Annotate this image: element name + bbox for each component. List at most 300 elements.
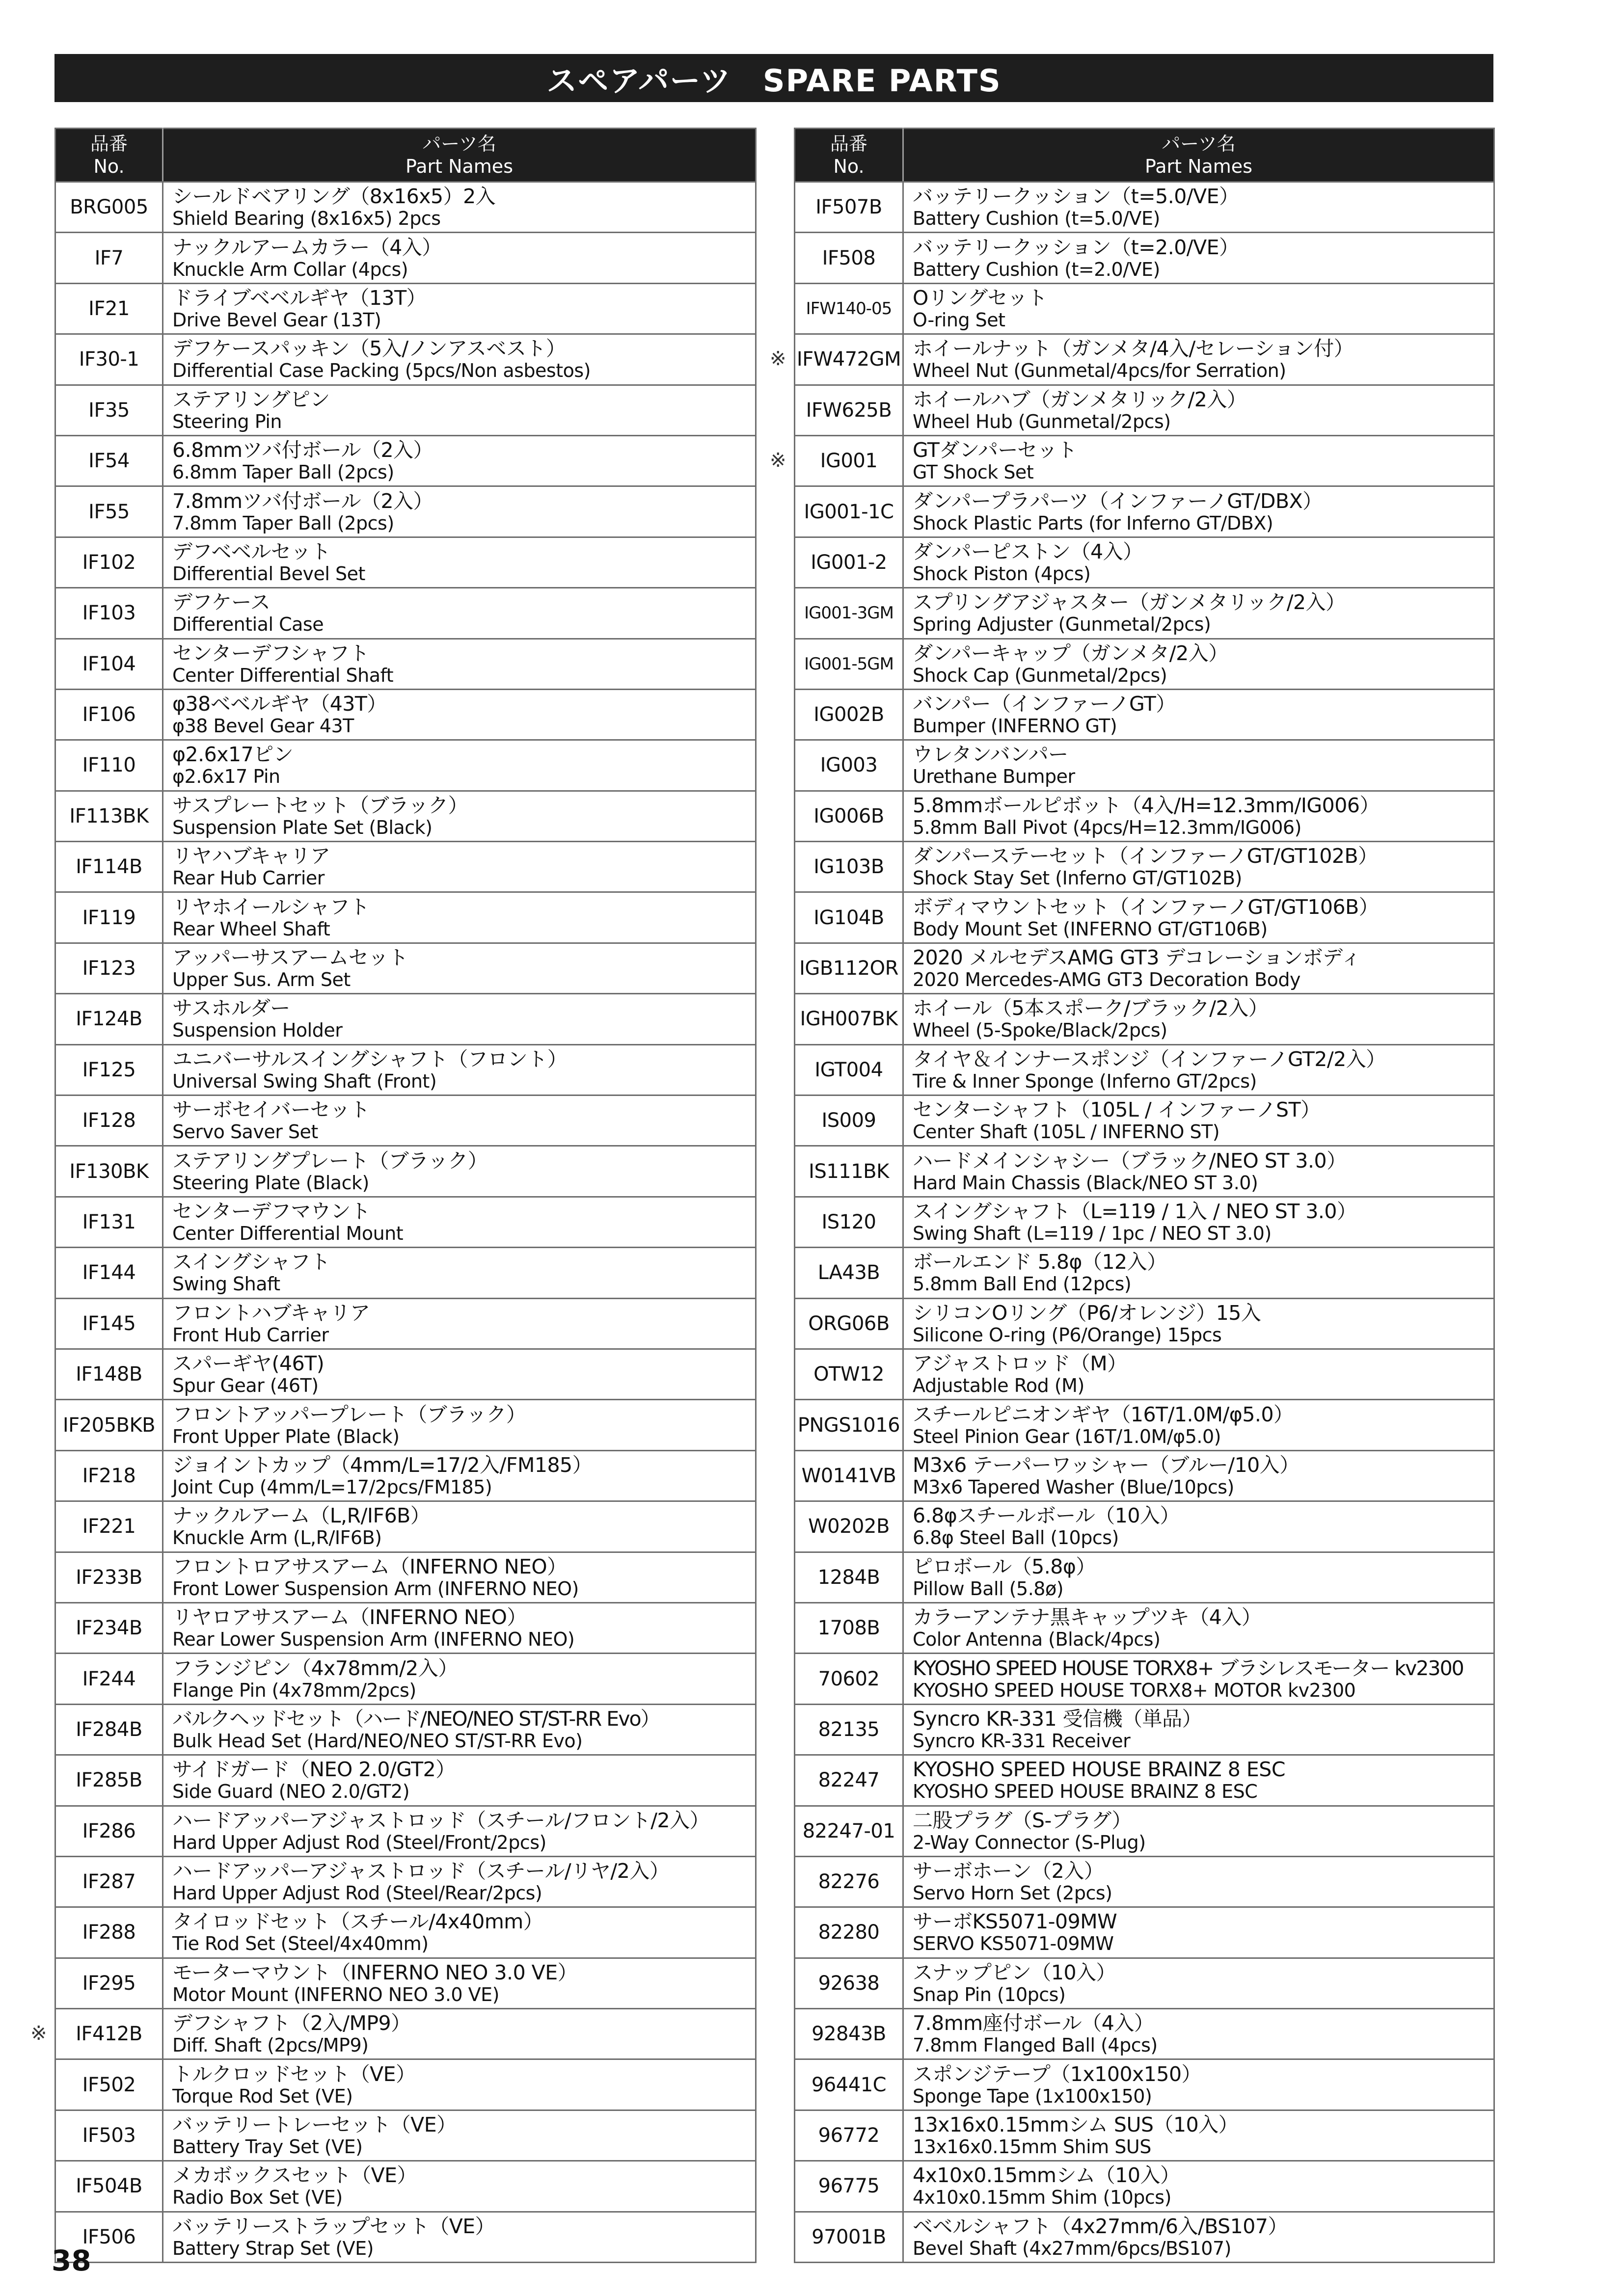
part-name-jp: 6.8φスチールボール（10入）: [913, 1504, 1180, 1528]
part-name-jp: 6.8mmツバ付ボール（2入）: [172, 438, 433, 462]
table-row: [55, 842, 756, 892]
part-name: [903, 588, 1494, 639]
table-row: [55, 588, 756, 639]
part-name: [903, 892, 1494, 943]
part-name-en: Swing Shaft (L=119 / 1pc / NEO ST 3.0): [913, 1223, 1272, 1244]
part-name-jp: ユニバーサルスイングシャフト（フロント）: [172, 1047, 568, 1071]
part-name-en: Wheel (5-Spoke/Black/2pcs): [913, 1019, 1167, 1041]
part-number: IF114B: [55, 842, 163, 892]
part-name-en: Battery Tray Set (VE): [172, 2136, 363, 2158]
table-row: [55, 1501, 756, 1552]
part-number: IF508: [795, 233, 903, 283]
part-name: [903, 2009, 1494, 2059]
part-name-jp: スパーギヤ(46T): [172, 1352, 325, 1376]
part-name: [163, 1907, 756, 1958]
part-number: IF286: [55, 1806, 163, 1856]
part-name-jp: Syncro KR-331 受信機（単品）: [913, 1707, 1202, 1731]
part-number: IF287: [55, 1856, 163, 1907]
part-number: 92638: [795, 1958, 903, 2008]
table-row: [55, 1095, 756, 1146]
table-row: [795, 1197, 1494, 1247]
part-name-en: Rear Wheel Shaft: [172, 918, 330, 940]
part-name-en: 6.8φ Steel Ball (10pcs): [913, 1527, 1119, 1549]
part-number: IS111BK: [795, 1146, 903, 1197]
part-number: IF506: [55, 2212, 163, 2262]
part-name-jp: デフケースパッキン（5入/ノンアスベスト）: [172, 337, 566, 361]
part-name-en: Spur Gear (46T): [172, 1375, 319, 1397]
part-number: 1284B: [795, 1552, 903, 1602]
part-name: [903, 943, 1494, 993]
part-name-en: Upper Sus. Arm Set: [172, 969, 351, 991]
part-name: [163, 892, 756, 943]
part-name-jp: ダンパーピストン（4入）: [913, 539, 1143, 563]
table-row: [795, 233, 1494, 283]
part-name: [163, 689, 756, 740]
table-row: [795, 1704, 1494, 1755]
part-name-en: M3x6 Tapered Washer (Blue/10pcs): [913, 1476, 1234, 1498]
part-number: IF285B: [55, 1755, 163, 1806]
part-name: [163, 233, 756, 283]
table-row: [55, 334, 756, 385]
table-row: [55, 1958, 756, 2008]
part-name-en: Shock Plastic Parts (for Inferno GT/DBX): [913, 512, 1273, 534]
table-row: [795, 1248, 1494, 1298]
part-name: [163, 1806, 756, 1856]
table-row: [55, 1806, 756, 1856]
part-number: IF218: [55, 1450, 163, 1501]
part-name-jp: ピロボール（5.8φ）: [913, 1554, 1096, 1578]
part-name-jp: ホイールハブ（ガンメタリック/2入）: [913, 387, 1247, 411]
table-row: [55, 1552, 756, 1602]
part-name-jp: ナックルアーム（L,R/IF6B）: [172, 1504, 431, 1528]
part-name-en: Tire & Inner Sponge (Inferno GT/2pcs): [913, 1070, 1257, 1092]
part-number: IF102: [55, 537, 163, 587]
part-number: IF55: [55, 486, 163, 537]
part-name-jp: 二股プラグ（S-プラグ）: [913, 1808, 1132, 1832]
table-row: [795, 1044, 1494, 1095]
part-name-en: GT Shock Set: [913, 461, 1034, 483]
part-name-en: Radio Box Set (VE): [172, 2187, 343, 2209]
part-number: IG001-1C: [795, 486, 903, 537]
part-name: [903, 1755, 1494, 1806]
part-name: [163, 943, 756, 993]
part-name-jp: ハードメインシャシー（ブラック/NEO ST 3.0）: [913, 1148, 1347, 1173]
part-name: [163, 588, 756, 639]
part-name-en: 7.8mm Flanged Ball (4pcs): [913, 2034, 1158, 2056]
part-number: IF284B: [55, 1704, 163, 1755]
table-row: [55, 791, 756, 841]
part-number: IF148B: [55, 1349, 163, 1399]
part-number: IF119: [55, 892, 163, 943]
part-number: IF233B: [55, 1552, 163, 1602]
part-name: [903, 1806, 1494, 1856]
table-row: [795, 1907, 1494, 1958]
part-name: [903, 1146, 1494, 1197]
part-name: [903, 740, 1494, 791]
part-name: [163, 740, 756, 791]
part-name-jp: アッパーサスアームセット: [172, 946, 408, 970]
part-number: IF288: [55, 1907, 163, 1958]
part-name-jp: ハードアッパーアジャストロッド（スチール/リヤ/2入）: [172, 1859, 670, 1883]
part-name-en: Motor Mount (INFERNO NEO 3.0 VE): [172, 1983, 499, 2005]
part-name-en: KYOSHO SPEED HOUSE TORX8+ MOTOR kv2300: [913, 1679, 1356, 1701]
part-name-en: Adjustable Rod (M): [913, 1375, 1084, 1397]
table-row: [795, 1400, 1494, 1450]
part-name: [163, 537, 756, 587]
part-name-en: φ2.6x17 Pin: [172, 766, 280, 788]
table-row: [795, 2212, 1494, 2262]
part-name: [163, 2009, 756, 2059]
part-name: [163, 1602, 756, 1653]
part-number: IF221: [55, 1501, 163, 1552]
part-name-jp: M3x6 テーパーワッシャー（ブルー/10入）: [913, 1453, 1299, 1477]
part-name: [903, 2059, 1494, 2110]
part-name-en: Wheel Nut (Gunmetal/4pcs/for Serration): [913, 360, 1286, 382]
part-name-en: Differential Case: [172, 614, 324, 636]
table-row: [55, 1146, 756, 1197]
part-name: [163, 2212, 756, 2262]
part-name: [163, 639, 756, 689]
part-name-jp: KYOSHO SPEED HOUSE BRAINZ 8 ESC: [913, 1758, 1285, 1782]
table-row: [795, 2059, 1494, 2110]
table-row: [795, 283, 1494, 334]
part-number: IF123: [55, 943, 163, 993]
note-mark: ※: [770, 347, 786, 371]
table-row: [795, 1856, 1494, 1907]
part-name-en: Center Differential Mount: [172, 1223, 404, 1244]
part-name-en: Hard Upper Adjust Rod (Steel/Front/2pcs): [172, 1831, 546, 1853]
part-name-en: Shield Bearing (8x16x5) 2pcs: [172, 208, 441, 230]
part-name-en: Swing Shaft: [172, 1273, 280, 1295]
part-name-en: Steering Plate (Black): [172, 1172, 369, 1194]
part-name-jp: バッテリークッション（t=2.0/VE）: [913, 235, 1239, 259]
part-number: IFW472GM: [795, 334, 903, 385]
part-number: ORG06B: [795, 1298, 903, 1349]
part-name: [903, 334, 1494, 385]
part-number: 70602: [795, 1654, 903, 1704]
table-row: [55, 1654, 756, 1704]
part-name: [903, 1400, 1494, 1450]
part-number: IF7: [55, 233, 163, 283]
part-name: [163, 1552, 756, 1602]
note-mark: ※: [30, 2022, 47, 2045]
part-number: BRG005: [55, 182, 163, 233]
part-name-jp: センターシャフト（105L / インファーノST）: [913, 1098, 1321, 1122]
table-row: [55, 2059, 756, 2110]
part-name: [903, 1197, 1494, 1247]
part-name-en: Universal Swing Shaft (Front): [172, 1070, 437, 1092]
part-number: IF54: [55, 435, 163, 486]
part-name-en: Silicone O-ring (P6/Orange) 15pcs: [913, 1324, 1222, 1346]
part-name-jp: フロントロアサスアーム（INFERNO NEO）: [172, 1554, 567, 1578]
table-row: [55, 1248, 756, 1298]
table-row: [55, 1400, 756, 1450]
part-name: [163, 1958, 756, 2008]
part-name-en: Bevel Shaft (4x27mm/6pcs/BS107): [913, 2237, 1231, 2259]
part-name-jp: スチールピニオンギヤ（16T/1.0M/φ5.0）: [913, 1402, 1294, 1426]
part-name-jp: スプリングアジャスター（ガンメタリック/2入）: [913, 590, 1346, 614]
part-number: IF124B: [55, 994, 163, 1044]
page-title: スペアパーツ SPARE PARTS: [546, 62, 1001, 99]
part-name-jp: スイングシャフト: [172, 1250, 330, 1274]
part-name-jp: スナップピン（10入）: [913, 1960, 1116, 1984]
part-name-en: Rear Lower Suspension Arm (INFERNO NEO): [172, 1629, 575, 1651]
parts-table-right-body: [795, 182, 1494, 2263]
part-name: [903, 791, 1494, 841]
parts-table-right: [794, 128, 1495, 2263]
part-name-en: Hard Upper Adjust Rod (Steel/Rear/2pcs): [172, 1882, 542, 1904]
part-name-jp: フランジピン（4x78mm/2入）: [172, 1656, 458, 1680]
page-number: 38: [52, 2244, 91, 2277]
part-name-jp: ホイールナット（ガンメタ/4入/セレーション付）: [913, 337, 1354, 361]
part-name-jp: サーボセイバーセット: [172, 1098, 370, 1122]
part-name: [163, 1349, 756, 1399]
header-no: 品番 No.: [795, 129, 903, 182]
part-name-en: Hard Main Chassis (Black/NEO ST 3.0): [913, 1172, 1258, 1194]
part-name: [903, 233, 1494, 283]
part-number: OTW12: [795, 1349, 903, 1399]
table-row: [795, 639, 1494, 689]
part-number: IF502: [55, 2059, 163, 2110]
part-name-en: Battery Cushion (t=2.0/VE): [913, 258, 1160, 280]
part-name-jp: バッテリートレーセット（VE）: [172, 2113, 457, 2137]
part-name: [163, 182, 756, 233]
part-number: IG006B: [795, 791, 903, 841]
part-number: IF110: [55, 740, 163, 791]
part-number: IF128: [55, 1095, 163, 1146]
part-name-jp: フロントアッパープレート（ブラック）: [172, 1402, 526, 1426]
part-name-jp: サスホルダー: [172, 996, 290, 1020]
part-name-jp: バッテリークッション（t=5.0/VE）: [913, 185, 1239, 209]
part-name: [163, 486, 756, 537]
part-name: [163, 1450, 756, 1501]
part-name: [163, 1654, 756, 1704]
part-name-jp: タイロッドセット（スチール/4x40mm）: [172, 1910, 543, 1934]
part-number: 82276: [795, 1856, 903, 1907]
table-row: [55, 1197, 756, 1247]
part-name-en: Diff. Shaft (2pcs/MP9): [172, 2034, 369, 2056]
part-name-jp: KYOSHO SPEED HOUSE TORX8+ ブラシレスモーター kv2300: [913, 1656, 1463, 1680]
note-mark: ※: [770, 449, 786, 472]
table-row: [55, 283, 756, 334]
table-header: [795, 129, 1494, 182]
part-name-en: Front Hub Carrier: [172, 1324, 329, 1346]
part-name-en: Sponge Tape (1x100x150): [913, 2085, 1152, 2107]
part-name-en: Syncro KR-331 Receiver: [913, 1730, 1131, 1752]
part-name: [903, 2161, 1494, 2212]
part-name: [903, 385, 1494, 435]
part-name-jp: ステアリングピン: [172, 387, 330, 411]
table-row: [795, 2161, 1494, 2212]
part-number: 82247-01: [795, 1806, 903, 1856]
part-name-en: Differential Bevel Set: [172, 562, 365, 585]
part-name-en: Color Antenna (Black/4pcs): [913, 1629, 1161, 1651]
part-number: 1708B: [795, 1602, 903, 1653]
part-name-en: Shock Stay Set (Inferno GT/GT102B): [913, 867, 1242, 889]
part-name: [903, 1349, 1494, 1399]
part-name-en: KYOSHO SPEED HOUSE BRAINZ 8 ESC: [913, 1781, 1258, 1803]
part-name: [163, 1298, 756, 1349]
part-name: [903, 1856, 1494, 1907]
part-name-jp: リヤホイールシャフト: [172, 895, 370, 919]
part-name-en: O-ring Set: [913, 309, 1005, 331]
table-row: [795, 994, 1494, 1044]
part-number: IF103: [55, 588, 163, 639]
part-name-en: Knuckle Arm (L,R/IF6B): [172, 1527, 382, 1549]
part-name: [163, 435, 756, 486]
part-name-en: Battery Strap Set (VE): [172, 2237, 374, 2259]
part-name-jp: リヤロアサスアーム（INFERNO NEO）: [172, 1605, 527, 1629]
part-name-en: Drive Bevel Gear (13T): [172, 309, 381, 331]
part-name-jp: 4x10x0.15mmシム（10入）: [913, 2163, 1180, 2188]
table-row: [55, 1044, 756, 1095]
table-row: [795, 791, 1494, 841]
part-name-jp: ダンパーステーセット（インファーノGT/GT102B）: [913, 844, 1378, 868]
table-row: [55, 1349, 756, 1399]
part-name: [903, 1450, 1494, 1501]
part-name-jp: ダンパーキャップ（ガンメタ/2入）: [913, 641, 1228, 665]
table-row: [55, 740, 756, 791]
part-number: IF104: [55, 639, 163, 689]
part-name-en: Snap Pin (10pcs): [913, 1983, 1066, 2005]
part-number: IG104B: [795, 892, 903, 943]
part-number: IF130BK: [55, 1146, 163, 1197]
table-row: [55, 435, 756, 486]
part-name-en: Front Lower Suspension Arm (INFERNO NEO): [172, 1577, 579, 1600]
part-name: [163, 283, 756, 334]
table-row: [55, 1907, 756, 1958]
part-name-jp: ボディマウントセット（インファーノGT/GT106B）: [913, 895, 1379, 919]
part-number: IS009: [795, 1095, 903, 1146]
part-number: 96441C: [795, 2059, 903, 2110]
part-name: [163, 1400, 756, 1450]
table-row: [55, 2212, 756, 2262]
part-name-jp: 5.8mmボールピボット（4入/H=12.3mm/IG006）: [913, 793, 1380, 817]
part-name-en: φ38 Bevel Gear 43T: [172, 715, 354, 737]
part-name-en: Joint Cup (4mm/L=17/2pcs/FM185): [172, 1476, 492, 1498]
table-row: [795, 892, 1494, 943]
part-number: 82280: [795, 1907, 903, 1958]
part-name-jp: ホイール（5本スポーク/ブラック/2入）: [913, 996, 1269, 1020]
part-name-jp: ダンパープラパーツ（インファーノGT/DBX）: [913, 489, 1323, 513]
part-name-jp: トルクロッドセット（VE）: [172, 2062, 416, 2086]
part-number: IFW625B: [795, 385, 903, 435]
part-name: [903, 1654, 1494, 1704]
part-name: [903, 1044, 1494, 1095]
part-name-en: Shock Piston (4pcs): [913, 562, 1091, 585]
part-number: 97001B: [795, 2212, 903, 2262]
table-row: [55, 994, 756, 1044]
table-header: [55, 129, 756, 182]
part-name-en: Suspension Plate Set (Black): [172, 816, 433, 838]
table-row: [55, 233, 756, 283]
part-name: [903, 2110, 1494, 2161]
part-name-jp: φ38ベベルギヤ（43T）: [172, 692, 387, 716]
part-name: [163, 1044, 756, 1095]
part-number: IF504B: [55, 2161, 163, 2212]
part-number: IG001-3GM: [795, 588, 903, 639]
part-name-jp: 2020 メルセデスAMG GT3 デコレーションボディ: [913, 946, 1361, 970]
part-name-en: 7.8mm Taper Ball (2pcs): [172, 512, 394, 534]
table-row: [795, 588, 1494, 639]
part-name-en: Steering Pin: [172, 410, 282, 432]
part-name-en: Battery Cushion (t=5.0/VE): [913, 208, 1160, 230]
part-name-en: Bumper (INFERNO GT): [913, 715, 1117, 737]
table-row: [795, 1349, 1494, 1399]
part-name: [903, 994, 1494, 1044]
table-row: [795, 2009, 1494, 2059]
part-number: IF144: [55, 1248, 163, 1298]
part-name-jp: ウレタンバンパー: [913, 743, 1068, 767]
part-name-en: 13x16x0.15mm Shim SUS: [913, 2136, 1151, 2158]
part-name-jp: バッテリーストラップセット（VE）: [172, 2214, 495, 2238]
header-part-names: パーツ名 Part Names: [163, 129, 756, 182]
part-number: IG001-5GM: [795, 639, 903, 689]
part-name: [163, 1856, 756, 1907]
table-row: [55, 1755, 756, 1806]
part-name-jp: モーターマウント（INFERNO NEO 3.0 VE）: [172, 1960, 578, 1984]
part-name: [903, 283, 1494, 334]
part-name-jp: スイングシャフト（L=119 / 1入 / NEO ST 3.0）: [913, 1200, 1357, 1223]
part-name-en: Bulk Head Set (Hard/NEO/NEO ST/ST-RR Evo): [172, 1730, 583, 1752]
part-name: [903, 1248, 1494, 1298]
part-name-jp: タイヤ＆インナースポンジ（インファーノGT2/2入）: [913, 1047, 1386, 1071]
part-name-en: 4x10x0.15mm Shim (10pcs): [913, 2187, 1171, 2209]
part-name: [903, 639, 1494, 689]
part-name: [903, 1907, 1494, 1958]
part-name: [163, 1197, 756, 1247]
table-row: [55, 689, 756, 740]
part-number: IG003: [795, 740, 903, 791]
table-row: [55, 2009, 756, 2059]
table-row: [795, 486, 1494, 537]
part-name-jp: デフケース: [172, 590, 271, 614]
part-name-jp: φ2.6x17ピン: [172, 743, 294, 767]
parts-table-left-body: [55, 182, 756, 2263]
part-name: [163, 1755, 756, 1806]
part-name-jp: ベベルシャフト（4x27mm/6入/BS107）: [913, 2214, 1288, 2238]
part-name-en: Pillow Ball (5.8ø): [913, 1577, 1064, 1600]
table-row: [55, 2110, 756, 2161]
part-name: [903, 842, 1494, 892]
part-number: IGH007BK: [795, 994, 903, 1044]
table-row: [795, 1958, 1494, 2008]
part-name-en: Wheel Hub (Gunmetal/2pcs): [913, 410, 1171, 432]
part-name: [903, 2212, 1494, 2262]
table-row: [795, 1602, 1494, 1653]
table-row: [795, 1755, 1494, 1806]
part-name-en: Torque Rod Set (VE): [172, 2085, 353, 2107]
part-name: [903, 1602, 1494, 1653]
part-number: 96775: [795, 2161, 903, 2212]
parts-table-left: [54, 128, 757, 2263]
part-number: IGT004: [795, 1044, 903, 1095]
part-name-jp: ボールエンド 5.8φ（12入）: [913, 1250, 1167, 1274]
part-number: W0141VB: [795, 1450, 903, 1501]
part-number: IF503: [55, 2110, 163, 2161]
part-name: [903, 1095, 1494, 1146]
part-name: [163, 1501, 756, 1552]
table-row: [795, 2110, 1494, 2161]
part-name-en: Flange Pin (4x78mm/2pcs): [172, 1679, 416, 1701]
part-name-jp: GTダンパーセット: [913, 438, 1077, 462]
part-name: [163, 385, 756, 435]
part-number: IF106: [55, 689, 163, 740]
part-name-jp: カラーアンテナ黒キャップツキ（4入）: [913, 1605, 1262, 1629]
part-name-jp: サイドガード（NEO 2.0/GT2）: [172, 1758, 456, 1782]
part-number: W0202B: [795, 1501, 903, 1552]
part-name: [903, 1501, 1494, 1552]
